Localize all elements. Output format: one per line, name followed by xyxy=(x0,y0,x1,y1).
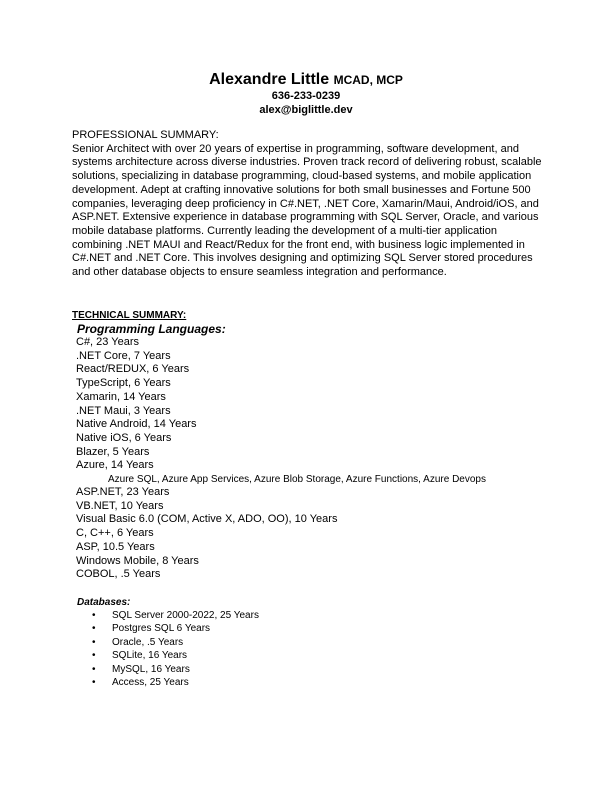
list-item: .NET Core, 7 Years xyxy=(76,349,171,362)
technical-summary-section xyxy=(72,309,542,689)
bullet-icon: • xyxy=(92,650,96,662)
databases-list xyxy=(92,609,542,689)
database-entry: MySQL, 16 Years xyxy=(112,663,190,675)
bullet-icon: • xyxy=(92,623,96,635)
bullet-icon: • xyxy=(92,609,96,621)
professional-summary-section xyxy=(72,129,542,280)
programming-languages-list xyxy=(76,336,542,473)
database-entry: Oracle, .5 Years xyxy=(112,636,184,648)
database-entry: SQL Server 2000-2022, 25 Years xyxy=(112,609,259,621)
list-item: React/REDUX, 6 Years xyxy=(76,363,190,376)
list-item xyxy=(92,622,542,635)
list-item: COBOL, .5 Years xyxy=(76,568,161,581)
list-item: C#, 23 Years xyxy=(76,336,139,348)
programming-languages-title: Programming Languages: xyxy=(77,322,226,336)
professional-summary-body: Senior Architect with over 20 years of expertise in programming, software development, and systems architecture across diverse industries. Proven track record of delivering robust, scalable solutions, specializing in database programming, cloud-based systems, and mobile application development. Adept at crafting innovative solutions for both small businesses and Fortune 500 companies, leveraging deep proficiency in C#.NET, .NET Core, Xamarin/Maui, Android/iOS, and ASP.NET. Extensive experience in database programming with SQL Server, Oracle, and various mobile database platforms. Currently leading the development of a multi-tier application combining .NET MAUI and React/Redux for the front end, with business logic implemented in C#.NET and .NET Core. This involves designing and optimizing SQL Server stored procedures and other database objects to ensure seamless integration and performance. xyxy=(72,142,542,279)
list-item: Blazer, 5 Years xyxy=(76,445,150,458)
programming-languages-list-continued xyxy=(76,486,542,582)
list-item: Native Android, 14 Years xyxy=(76,418,197,431)
list-item: Azure, 14 Years xyxy=(76,459,154,472)
azure-services-detail: Azure SQL, Azure App Services, Azure Blob Storage, Azure Functions, Azure Devops xyxy=(108,474,486,486)
list-item xyxy=(92,663,542,676)
list-item xyxy=(92,649,542,662)
list-item xyxy=(92,609,542,622)
list-item: ASP, 10.5 Years xyxy=(76,540,155,553)
resume-header xyxy=(0,71,612,117)
candidate-name: Alexandre Little xyxy=(209,71,330,88)
bullet-icon: • xyxy=(92,636,96,648)
list-item xyxy=(92,636,542,649)
list-item: Visual Basic 6.0 (COM, Active X, ADO, OO), 10 Years xyxy=(76,513,338,526)
list-item: TypeScript, 6 Years xyxy=(76,377,171,390)
list-item xyxy=(92,676,542,689)
database-entry: Postgres SQL 6 Years xyxy=(112,623,211,635)
email-address: alex@biglittle.dev xyxy=(259,104,353,116)
list-item: Native iOS, 6 Years xyxy=(76,431,172,444)
name-line xyxy=(0,71,612,89)
phone-number: 636-233-0239 xyxy=(271,90,341,102)
bullet-icon: • xyxy=(92,663,96,675)
databases-title: Databases: xyxy=(77,596,131,608)
list-item: C, C++, 6 Years xyxy=(76,527,154,540)
professional-summary-title: PROFESSIONAL SUMMARY: xyxy=(72,129,219,141)
list-item: VB.NET, 10 Years xyxy=(76,499,164,512)
technical-summary-title: TECHNICAL SUMMARY: xyxy=(72,310,187,321)
list-item: ASP.NET, 23 Years xyxy=(76,486,170,499)
list-item: Xamarin, 14 Years xyxy=(76,390,166,403)
database-entry: SQLite, 16 Years xyxy=(112,650,188,662)
credentials: MCAD, MCP xyxy=(333,73,403,87)
database-entry: Access, 25 Years xyxy=(112,676,189,688)
list-item: .NET Maui, 3 Years xyxy=(76,404,171,417)
list-item: Windows Mobile, 8 Years xyxy=(76,554,199,567)
bullet-icon: • xyxy=(92,676,96,688)
